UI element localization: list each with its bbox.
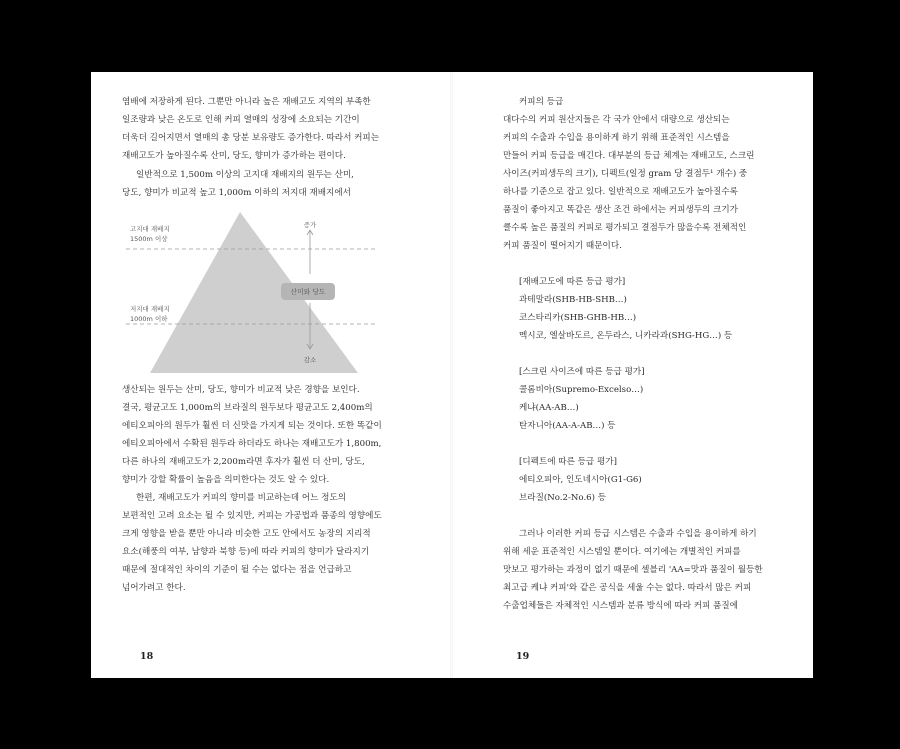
body-line: 커피의 수출과 수입을 용이하게 하기 위해 표준적인 시스템을	[503, 133, 730, 143]
body-line: 하나를 기준으로 잡고 있다. 일반적으로 재배고도가 높아질수록	[503, 187, 738, 197]
body-line: 품질이 좋아지고 똑같은 생산 조건 하에서는 커피생두의 크기가	[503, 205, 738, 215]
grade-item: 코스타리카(SHB-GHB-HB…)	[519, 313, 637, 323]
grade-group-title: [스크린 사이즈에 따른 등급 평가]	[519, 367, 645, 377]
body-line: 결국, 평균고도 1,000m의 브라질의 원두보다 평균고도 2,400m의	[122, 403, 373, 413]
grade-item: 과테말라(SHB-HB-SHB…)	[519, 295, 627, 305]
body-line: 일반적으로 1,500m 이상의 고지대 재배지의 원두는 산미,	[136, 170, 354, 180]
book-gutter	[450, 72, 453, 678]
section-heading: 커피의 등급	[519, 97, 564, 107]
body-line: 다른 하나의 재배고도가 2,200m라면 후자가 훨씬 더 산미, 당도,	[122, 457, 365, 467]
low-altitude-label: 저지대 재배지	[130, 305, 170, 313]
grade-item: 콜롬비아(Supremo-Excelso…)	[519, 385, 644, 395]
body-line: 대다수의 커피 원산지들은 각 국가 안에서 대량으로 생산되는	[503, 115, 730, 125]
body-line: 일조량과 낮은 온도로 인해 커피 열매의 성장에 소요되는 기간이	[122, 115, 360, 125]
altitude-acidity-diagram	[126, 208, 382, 380]
body-line: 맛보고 평가하는 과정이 없기 때문에 셀블리 'AA=맛과 품질이 월등한	[503, 565, 763, 575]
decrease-label: 감소	[303, 356, 317, 364]
body-line: 에티오피아에서 수확된 원두라 하더라도 하나는 재배고도가 1,800m,	[122, 439, 382, 449]
body-line: 에티오피아의 원두가 훨씬 더 신맛을 가지게 되는 것이다. 또한 똑같이	[122, 421, 382, 431]
body-line: 넘어가려고 한다.	[122, 583, 186, 593]
center-label: 산미와 당도	[290, 288, 326, 296]
grade-item: 브라질(No.2-No.6) 등	[519, 493, 607, 503]
body-line: 사이즈(커피생두의 크기), 디펙트(일정 gram 당 결점두¹ 개수) 중	[503, 169, 748, 179]
grade-item: 케냐(AA-AB…)	[519, 403, 579, 413]
body-line: 한편, 재배고도가 커피의 향미를 비교하는데 어느 정도의	[136, 493, 347, 503]
high-altitude-value: 1500m 이상	[130, 235, 168, 243]
body-line: 생산되는 원두는 산미, 당도, 향미가 비교적 낮은 경향을 보인다.	[122, 385, 360, 395]
body-line: 만들어 커피 등급을 매긴다. 대부분의 등급 체계는 재배고도, 스크린	[503, 151, 755, 161]
body-line: 당도, 향미가 비교적 높고 1,000m 이하의 저지대 재배지에서	[122, 188, 351, 198]
body-line: 그러나 이러한 커피 등급 시스템은 수출과 수입을 용이하게 하기	[519, 529, 757, 539]
grade-item: 멕시코, 엘살바도르, 온두라스, 니카라과(SHG-HG…) 등	[519, 331, 733, 341]
body-line: 보편적인 고려 요소는 될 수 있지만, 커피는 가공법과 품종의 영향에도	[122, 511, 382, 521]
body-line: 클수록 높은 품질의 커피로 평가되고 결점두가 많을수록 전체적인	[503, 223, 747, 233]
page-number-right: 19	[516, 651, 530, 662]
grade-item: 탄자니아(AA-A-AB…) 등	[519, 421, 616, 431]
body-line: 커피 품질이 떨어지기 때문이다.	[503, 241, 622, 251]
body-line: 최고급 케냐 커피'와 같은 공식을 세울 수는 없다. 따라서 많은 커피	[503, 583, 752, 593]
body-line: 재배고도가 높아질수록 산미, 당도, 향미가 증가하는 편이다.	[122, 151, 346, 161]
grade-group-title: [재배고도에 따른 등급 평가]	[519, 277, 626, 287]
grade-item: 에티오피아, 인도네시아(G1-G6)	[519, 475, 642, 485]
body-line: 더욱더 길어지면서 열매의 총 당분 보유량도 증가한다. 따라서 커피는	[122, 133, 380, 143]
low-altitude-value: 1000m 이하	[130, 315, 168, 323]
increase-label: 증가	[303, 221, 317, 229]
grade-group-title: [디펙트에 따른 등급 평가]	[519, 457, 617, 467]
body-line: 향미가 강할 확률이 높음을 의미한다는 것도 알 수 있다.	[122, 475, 330, 485]
body-line: 위해 세운 표준적인 시스템일 뿐이다. 여기에는 개별적인 커피를	[503, 547, 741, 557]
high-altitude-label: 고지대 재배지	[130, 225, 170, 233]
body-line: 요소(해풍의 여부, 남향과 북향 등)에 따라 커피의 향미가 달라지기	[122, 547, 370, 557]
body-line: 때문에 절대적인 차이의 기준이 될 수는 없다는 점을 언급하고	[122, 565, 352, 575]
body-line: 염배에 저장하게 된다. 그뿐만 아니라 높은 재배고도 지역의 부족한	[122, 97, 371, 107]
body-line: 수출업체들은 자체적인 시스템과 분류 방식에 따라 커피 품질에	[503, 601, 738, 611]
page-number-left: 18	[140, 651, 154, 662]
body-line: 크게 영향을 받을 뿐만 아니라 비슷한 고도 안에서도 농장의 지리적	[122, 529, 371, 539]
